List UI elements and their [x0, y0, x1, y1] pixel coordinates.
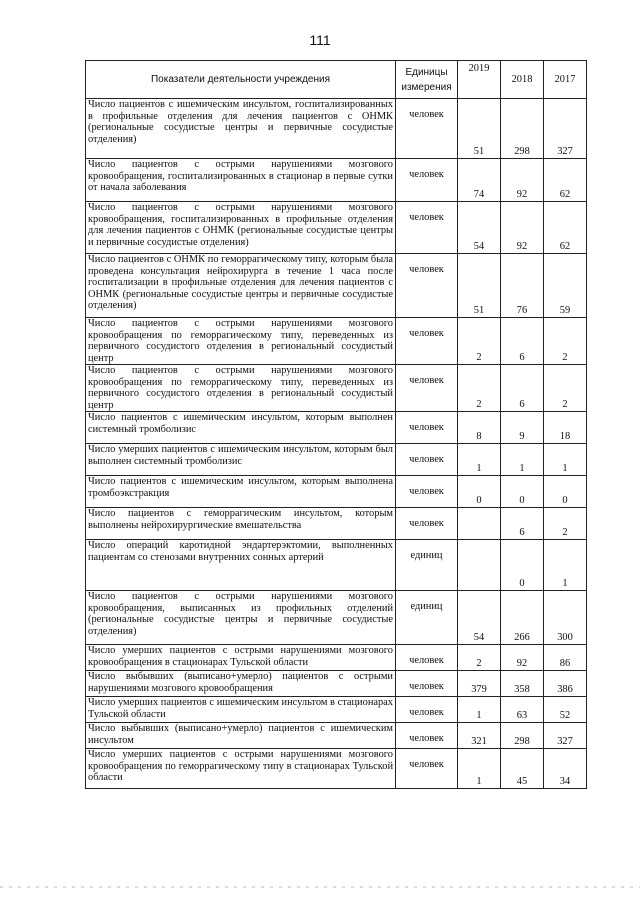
value-2018-cell: 0: [501, 540, 544, 591]
table-row: [86, 671, 587, 697]
value-2019-cell: 2: [458, 645, 501, 671]
value-2017-cell: 59: [544, 254, 587, 318]
value-2017-cell: 86: [544, 645, 587, 671]
value-2017-cell: 62: [544, 159, 587, 202]
indicator-cell: Число пациентов с ишемическим инсультом, которым выполнен системный тромболизис: [86, 412, 396, 444]
value-2018-cell: 63: [501, 697, 544, 723]
table-row: [86, 645, 587, 671]
unit-cell: человек: [396, 365, 458, 412]
unit-cell: человек: [396, 254, 458, 318]
value-2019-cell: 321: [458, 723, 501, 749]
value-2018-cell: 92: [501, 202, 544, 254]
value-2017-cell: 300: [544, 591, 587, 645]
unit-cell: человек: [396, 444, 458, 476]
value-2019-cell: 379: [458, 671, 501, 697]
value-2019-cell: 0: [458, 476, 501, 508]
unit-cell: человек: [396, 508, 458, 540]
value-2019-cell: 54: [458, 591, 501, 645]
value-2018-cell: 1: [501, 444, 544, 476]
indicator-cell: Число умерших пациентов с ишемическим инсультом в стационарах Тульской области: [86, 697, 396, 723]
table-row: [86, 723, 587, 749]
indicator-cell: Число умерших пациентов с ишемическим инсультом, которым был выполнен системный тромболизис: [86, 444, 396, 476]
table-row: [86, 697, 587, 723]
header-year-2017: 2017: [544, 61, 587, 99]
value-2017-cell: 2: [544, 365, 587, 412]
value-2018-cell: 266: [501, 591, 544, 645]
value-2017-cell: 2: [544, 508, 587, 540]
header-indicator: Показатели деятельности учреждения: [86, 61, 396, 99]
table-row: [86, 159, 587, 202]
value-2018-cell: 298: [501, 723, 544, 749]
unit-cell: человек: [396, 723, 458, 749]
indicator-cell: Число пациентов с ишемическим инсультом, которым выполнена тромбоэкстракция: [86, 476, 396, 508]
table-row: [86, 444, 587, 476]
header-year-2018: 2018: [501, 61, 544, 99]
value-2019-cell: [458, 540, 501, 591]
indicator-cell: Число пациентов с ишемическим инсультом, госпитализированных в профильные отделения для лечения пациентов с ОНМК (региональные сосудистые центры и первичные сосудистые отделения): [86, 99, 396, 159]
table-row: [86, 540, 587, 591]
indicator-cell: Число выбывших (выписано+умерло) пациентов с ишемическим инсультом: [86, 723, 396, 749]
value-2017-cell: 327: [544, 723, 587, 749]
unit-cell: единиц: [396, 591, 458, 645]
table-row: [86, 591, 587, 645]
value-2018-cell: 6: [501, 318, 544, 365]
value-2017-cell: 52: [544, 697, 587, 723]
table-body: [86, 99, 587, 789]
value-2017-cell: 62: [544, 202, 587, 254]
table-row: [86, 476, 587, 508]
value-2018-cell: 6: [501, 365, 544, 412]
value-2018-cell: 92: [501, 159, 544, 202]
header-year-2019: 2019: [458, 61, 501, 99]
value-2018-cell: 298: [501, 99, 544, 159]
table-row: [86, 202, 587, 254]
value-2018-cell: 76: [501, 254, 544, 318]
unit-cell: человек: [396, 645, 458, 671]
value-2017-cell: 34: [544, 749, 587, 789]
value-2019-cell: 51: [458, 99, 501, 159]
page-number: 111: [309, 32, 331, 48]
value-2018-cell: 45: [501, 749, 544, 789]
value-2018-cell: 0: [501, 476, 544, 508]
table-row: [86, 749, 587, 789]
header-unit: Единицы измерения: [396, 61, 458, 99]
value-2018-cell: 358: [501, 671, 544, 697]
value-2018-cell: 92: [501, 645, 544, 671]
indicator-cell: Число пациентов с острыми нарушениями мозгового кровообращения, госпитализированных в профильные отделения для лечения пациентов с ОНМК (региональные сосудистые центры и первичные сосудистые отделения): [86, 202, 396, 254]
indicator-cell: Число пациентов с острыми нарушениями мозгового кровообращения по геморрагическому типу, переведенных из первичного сосудистого отделения в региональный сосудистый центр: [86, 318, 396, 365]
unit-cell: человек: [396, 749, 458, 789]
value-2017-cell: 386: [544, 671, 587, 697]
value-2019-cell: 1: [458, 444, 501, 476]
indicator-cell: Число пациентов с ОНМК по геморрагическому типу, которым была проведена консультация нейрохирурга в течение 1 часа после госпитализации в профильные отделения для лечения пациентов с ОНМК (региональные сосудистые центры и первичные сосудистые отделения): [86, 254, 396, 318]
value-2017-cell: 1: [544, 444, 587, 476]
table-row: [86, 365, 587, 412]
value-2018-cell: 9: [501, 412, 544, 444]
indicators-table-container: [85, 60, 587, 789]
unit-cell: человек: [396, 476, 458, 508]
value-2019-cell: 2: [458, 365, 501, 412]
unit-cell: единиц: [396, 540, 458, 591]
value-2019-cell: 8: [458, 412, 501, 444]
table-row: [86, 99, 587, 159]
value-2019-cell: 74: [458, 159, 501, 202]
table-row: [86, 318, 587, 365]
value-2017-cell: 1: [544, 540, 587, 591]
indicator-cell: Число пациентов с острыми нарушениями мозгового кровообращения, выписанных из профильных отделений (региональные сосудистые центры и первичные сосудистые отделения): [86, 591, 396, 645]
indicator-cell: Число умерших пациентов с острыми нарушениями мозгового кровообращения по геморрагическому типу в стационарах Тульской области: [86, 749, 396, 789]
value-2017-cell: 0: [544, 476, 587, 508]
table-row: [86, 508, 587, 540]
indicator-cell: Число пациентов с острыми нарушениями мозгового кровообращения, госпитализированных в стационар в первые сутки от начала заболевания: [86, 159, 396, 202]
value-2019-cell: [458, 508, 501, 540]
unit-cell: человек: [396, 671, 458, 697]
unit-cell: человек: [396, 318, 458, 365]
value-2017-cell: 18: [544, 412, 587, 444]
indicators-table: [85, 60, 587, 789]
scan-noise-line: [0, 886, 640, 888]
unit-cell: человек: [396, 412, 458, 444]
value-2017-cell: 327: [544, 99, 587, 159]
value-2019-cell: 54: [458, 202, 501, 254]
indicator-cell: Число выбывших (выписано+умерло) пациентов с острыми нарушениями мозгового кровообращения: [86, 671, 396, 697]
indicator-cell: Число пациентов с острыми нарушениями мозгового кровообращения по геморрагическому типу, переведенных из первичного сосудистого отделения в региональный сосудистый центр: [86, 365, 396, 412]
value-2019-cell: 1: [458, 697, 501, 723]
value-2017-cell: 2: [544, 318, 587, 365]
unit-cell: человек: [396, 697, 458, 723]
unit-cell: человек: [396, 202, 458, 254]
unit-cell: человек: [396, 99, 458, 159]
table-row: [86, 254, 587, 318]
indicator-cell: Число операций каротидной эндартерэктомии, выполненных пациентам со стенозами внутренних сонных артерий: [86, 540, 396, 591]
value-2018-cell: 6: [501, 508, 544, 540]
value-2019-cell: 51: [458, 254, 501, 318]
indicator-cell: Число пациентов с геморрагическим инсультом, которым выполнены нейрохирургические вмешательства: [86, 508, 396, 540]
indicator-cell: Число умерших пациентов с острыми нарушениями мозгового кровообращения в стационарах Тульской области: [86, 645, 396, 671]
value-2019-cell: 1: [458, 749, 501, 789]
unit-cell: человек: [396, 159, 458, 202]
table-row: [86, 412, 587, 444]
value-2019-cell: 2: [458, 318, 501, 365]
